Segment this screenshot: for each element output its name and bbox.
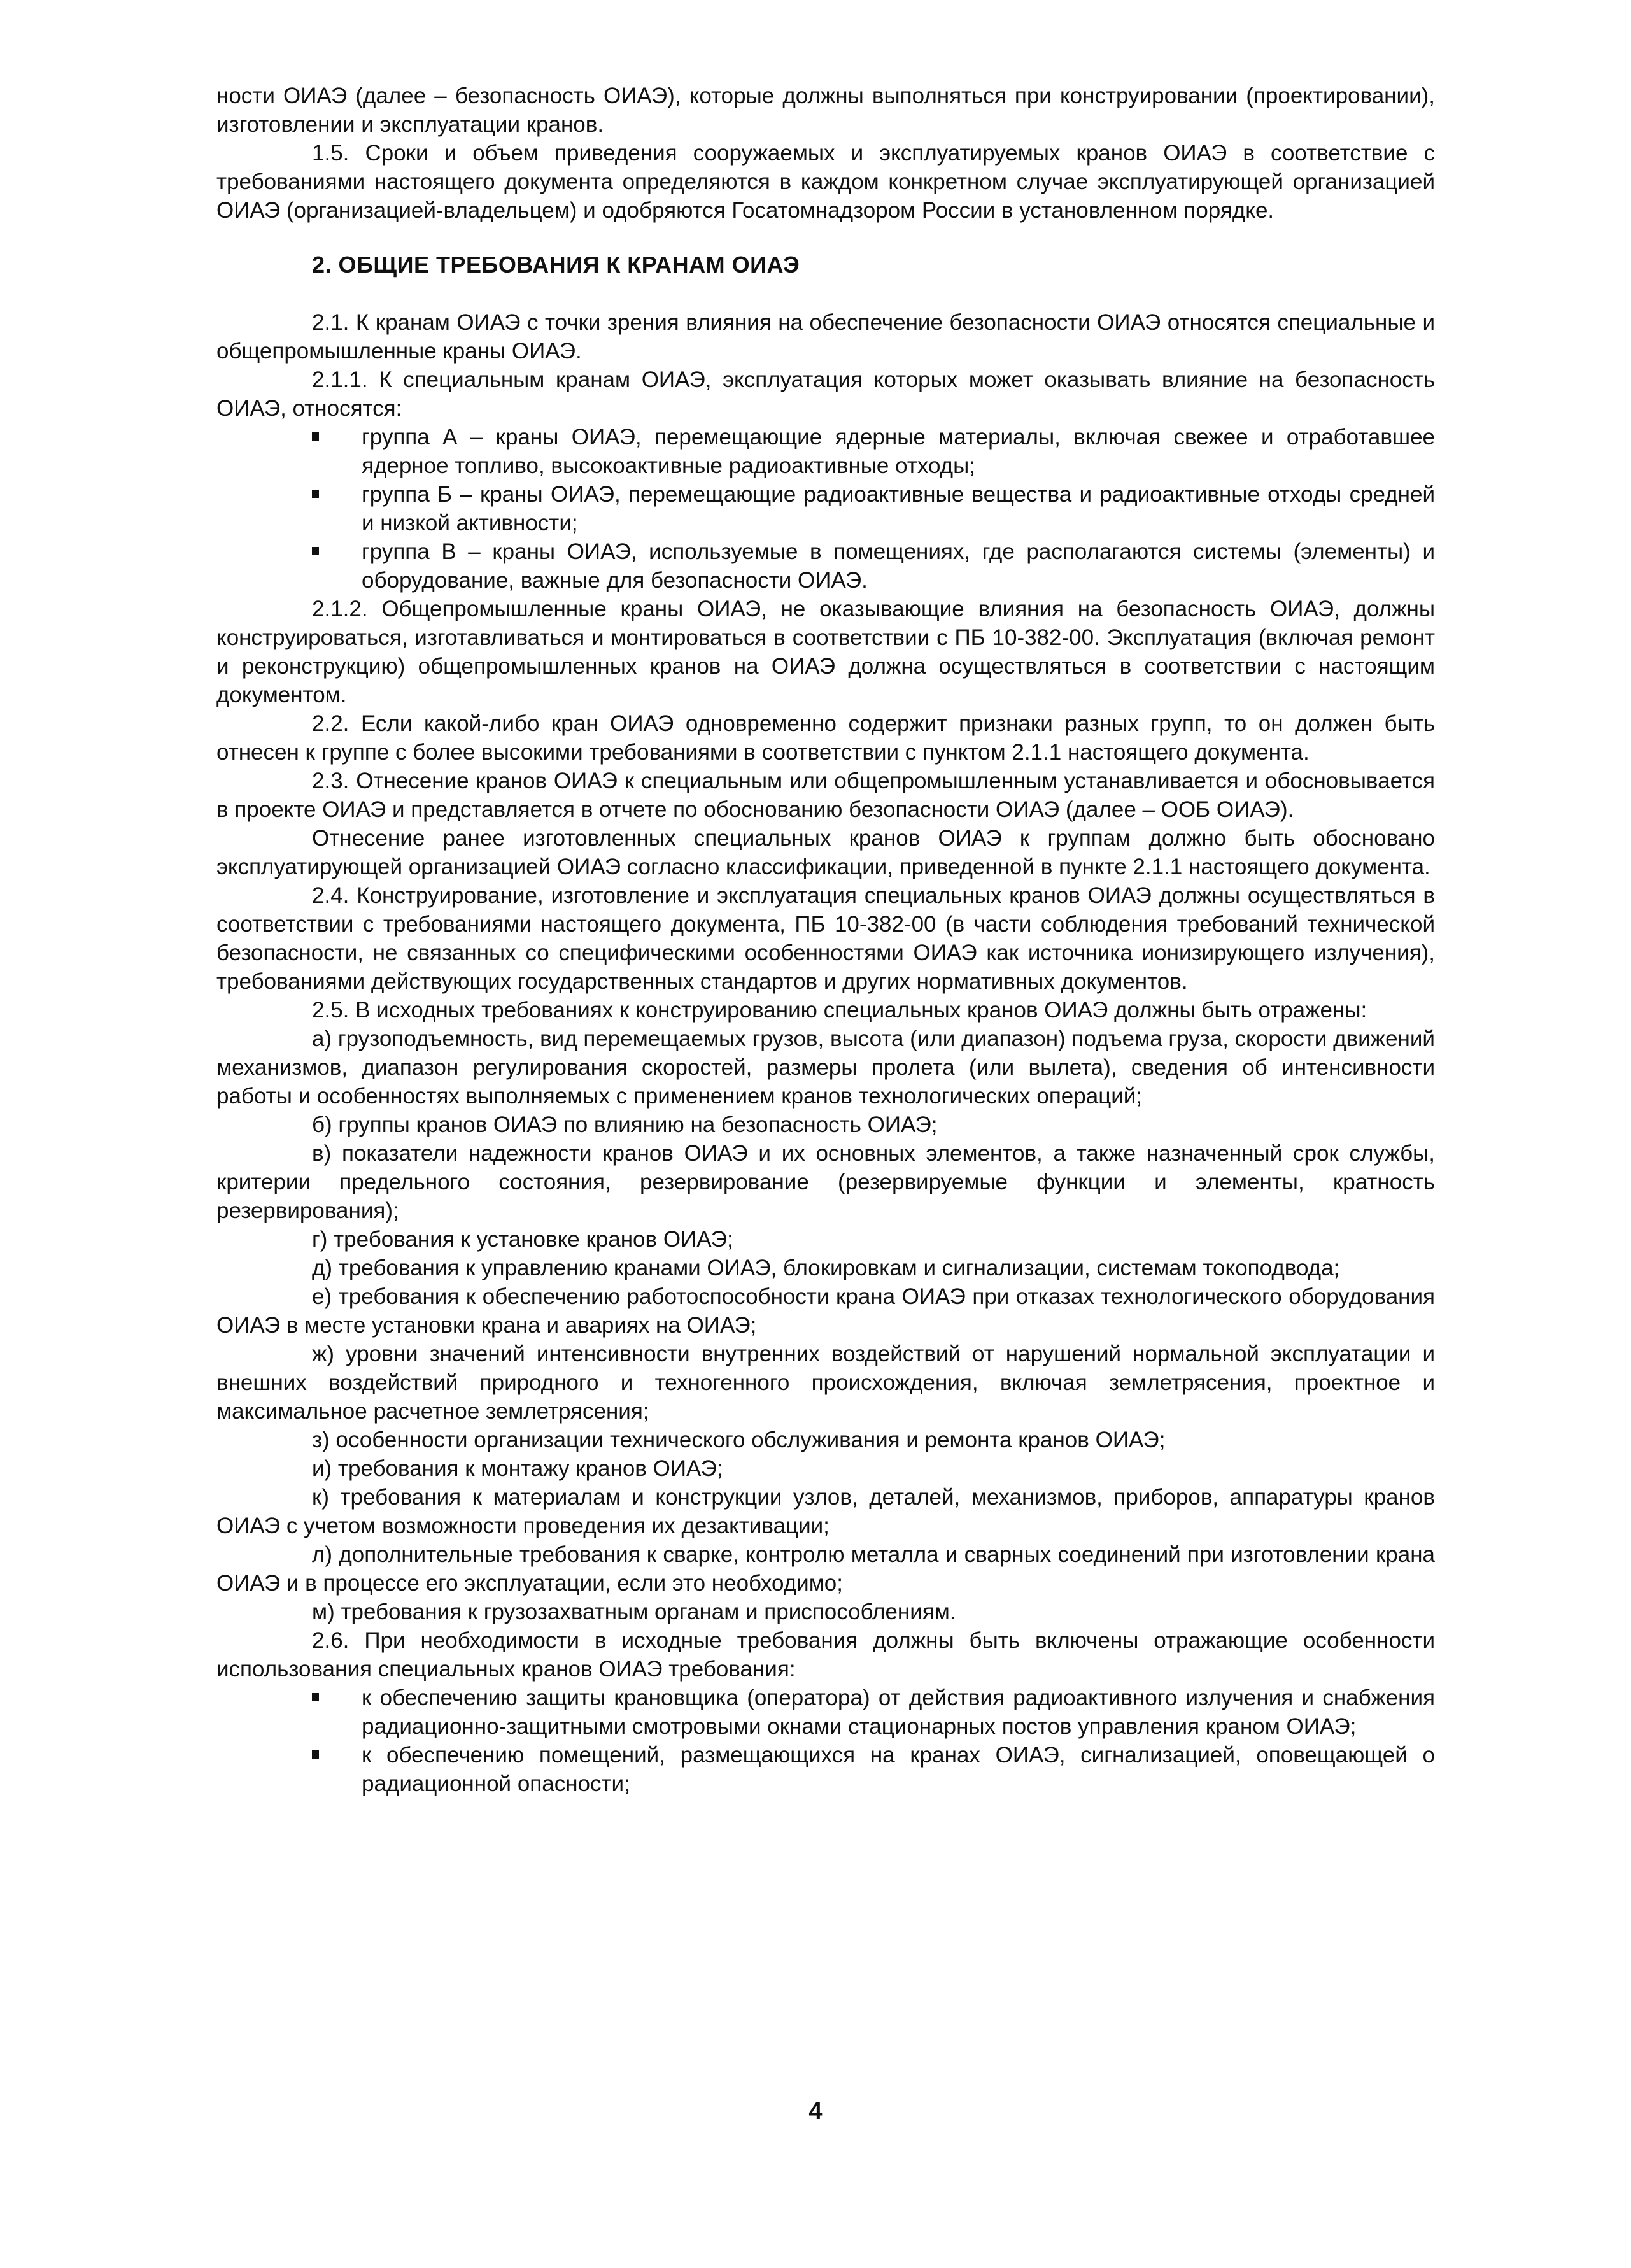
list-item (216, 480, 1435, 537)
list-item-g: г) требования к установке кранов ОИАЭ; (312, 1227, 733, 1252)
paragraph-2-2: 2.2. Если какой-либо кран ОИАЭ одновременно содержит признаки разных групп, то он должен быть отнесен к группе с более высокими требованиями в соответствии с пунктом 2.1.1 настоящего документа. (216, 711, 1435, 765)
paragraph-2-4: 2.4. Конструирование, изготовление и эксплуатация специальных кранов ОИАЭ должны осуществляться в соответствии с требованиями настоящего документа, ПБ 10-382-00 (в части соблюдения требований технической безопасности, не связанных со специфическими особенностями ОИАЭ как источника ионизирующего излучения), требованиями действующих государственных стандартов и других нормативных документов. (216, 883, 1435, 994)
crane-groups-list (216, 423, 1435, 595)
list-item-d: д) требования к управлению кранами ОИАЭ, блокировкам и сигнализации, системам токоподвода; (312, 1256, 1340, 1280)
page-content (216, 82, 1435, 1798)
paragraph-1-5: 1.5. Сроки и объем приведения сооружаемых и эксплуатируемых кранов ОИАЭ в соответствие с требованиями настоящего документа определяются в каждом конкретном случае эксплуатирующей организацией ОИАЭ (организацией-владельцем) и одобряются Госатомнадзором России в установленном порядке. (216, 141, 1435, 223)
paragraph-2-1-1: 2.1.1. К специальным кранам ОИАЭ, эксплуатация которых может оказывать влияние на безопасность ОИАЭ, относятся: (216, 367, 1435, 421)
paragraph-2-5: 2.5. В исходных требованиях к конструированию специальных кранов ОИАЭ должны быть отражены: (312, 998, 1367, 1023)
bullet-icon (312, 1693, 319, 1701)
list-item-b: б) группы кранов ОИАЭ по влиянию на безопасность ОИАЭ; (312, 1112, 938, 1137)
list-item-v: в) показатели надежности кранов ОИАЭ и их основных элементов, а также назначенный срок службы, критерии предельного состояния, резервирование (резервируемые функции и элементы, кратность резервирования); (216, 1141, 1435, 1223)
list-item-e: е) требования к обеспечению работоспособности крана ОИАЭ при отказах технологического оборудования ОИАЭ в месте установки крана и авариях на ОИАЭ; (216, 1284, 1435, 1338)
bullet-icon (312, 490, 319, 498)
list-item (216, 423, 1435, 480)
list-item-text: группа В – краны ОИАЭ, используемые в помещениях, где располагаются системы (элементы) и оборудование, важные для безопасности ОИАЭ. (362, 539, 1435, 593)
list-item-a: а) грузоподъемность, вид перемещаемых грузов, высота (или диапазон) подъема груза, скорости движений механизмов, диапазон регулирования скоростей, размеры пролета (или вылета), сведения об интенсивности работы и особенностях выполняемых с применением кранов технологических операций; (216, 1026, 1435, 1109)
paragraph-2-3: 2.3. Отнесение кранов ОИАЭ к специальным или общепромышленным устанавливается и обосновывается в проекте ОИАЭ и представляется в отчете по обоснованию безопасности ОИАЭ (далее – ООБ ОИАЭ). (216, 769, 1435, 822)
intro-paragraph-continued: ности ОИАЭ (далее – безопасность ОИАЭ), которые должны выполняться при конструировании (проектировании), изготовлении и эксплуатации кранов. (216, 83, 1435, 137)
list-item (216, 1741, 1435, 1798)
page-number: 4 (808, 2098, 823, 2125)
paragraph-2-1-2: 2.1.2. Общепромышленные краны ОИАЭ, не оказывающие влияния на безопасность ОИАЭ, должны конструироваться, изготавливаться и монтироваться в соответствии с ПБ 10-382-00. Эксплуатация (включая ремонт и реконструкцию) общепромышленных кранов на ОИАЭ должна осуществляться в соответствии с настоящим документом. (216, 597, 1435, 707)
list-item-text: к обеспечению защиты крановщика (оператора) от действия радиоактивного излучения и снабжения радиационно-защитными смотровыми окнами стационарных постов управления краном ОИАЭ; (362, 1685, 1435, 1739)
requirements-list (216, 1683, 1435, 1798)
list-item-m: м) требования к грузозахватным органам и приспособлениям. (312, 1599, 956, 1624)
paragraph-2-1: 2.1. К кранам ОИАЭ с точки зрения влияния на обеспечение безопасности ОИАЭ относятся специальные и общепромышленные краны ОИАЭ. (216, 310, 1435, 364)
list-item-zh: ж) уровни значений интенсивности внутренних воздействий от нарушений нормальной эксплуатации и внешних воздействий природного и техногенного происхождения, включая землетрясения, проектное и максимальное расчетное землетрясения; (216, 1342, 1435, 1424)
paragraph-2-3-continued: Отнесение ранее изготовленных специальных кранов ОИАЭ к группам должно быть обосновано эксплуатирующей организацией ОИАЭ согласно классификации, приведенной в пункте 2.1.1 настоящего документа. (216, 826, 1435, 879)
paragraph-2-6: 2.6. При необходимости в исходные требования должны быть включены отражающие особенности использования специальных кранов ОИАЭ требования: (216, 1628, 1435, 1682)
bullet-icon (312, 432, 319, 441)
list-item-text: к обеспечению помещений, размещающихся на кранах ОИАЭ, сигнализацией, оповещающей о радиационной опасности; (362, 1743, 1435, 1796)
list-item-text: группа Б – краны ОИАЭ, перемещающие радиоактивные вещества и радиоактивные отходы средней и низкой активности; (362, 482, 1435, 535)
list-item-text: группа А – краны ОИАЭ, перемещающие ядерные материалы, включая свежее и отработавшее ядерное топливо, высокоактивные радиоактивные отходы; (362, 425, 1435, 478)
list-item-z: з) особенности организации технического обслуживания и ремонта кранов ОИАЭ; (312, 1428, 1166, 1452)
list-item (216, 1683, 1435, 1741)
list-item-i: и) требования к монтажу кранов ОИАЭ; (312, 1456, 723, 1481)
section-heading: 2. ОБЩИЕ ТРЕБОВАНИЯ К КРАНАМ ОИАЭ (312, 252, 800, 278)
bullet-icon (312, 1750, 319, 1759)
bullet-icon (312, 547, 319, 555)
list-item (216, 537, 1435, 595)
list-item-k: к) требования к материалам и конструкции узлов, деталей, механизмов, приборов, аппаратуры кранов ОИАЭ с учетом возможности проведения их дезактивации; (216, 1485, 1435, 1538)
list-item-l: л) дополнительные требования к сварке, контролю металла и сварных соединений при изготовлении крана ОИАЭ и в процессе его эксплуатации, если это необходимо; (216, 1542, 1435, 1596)
